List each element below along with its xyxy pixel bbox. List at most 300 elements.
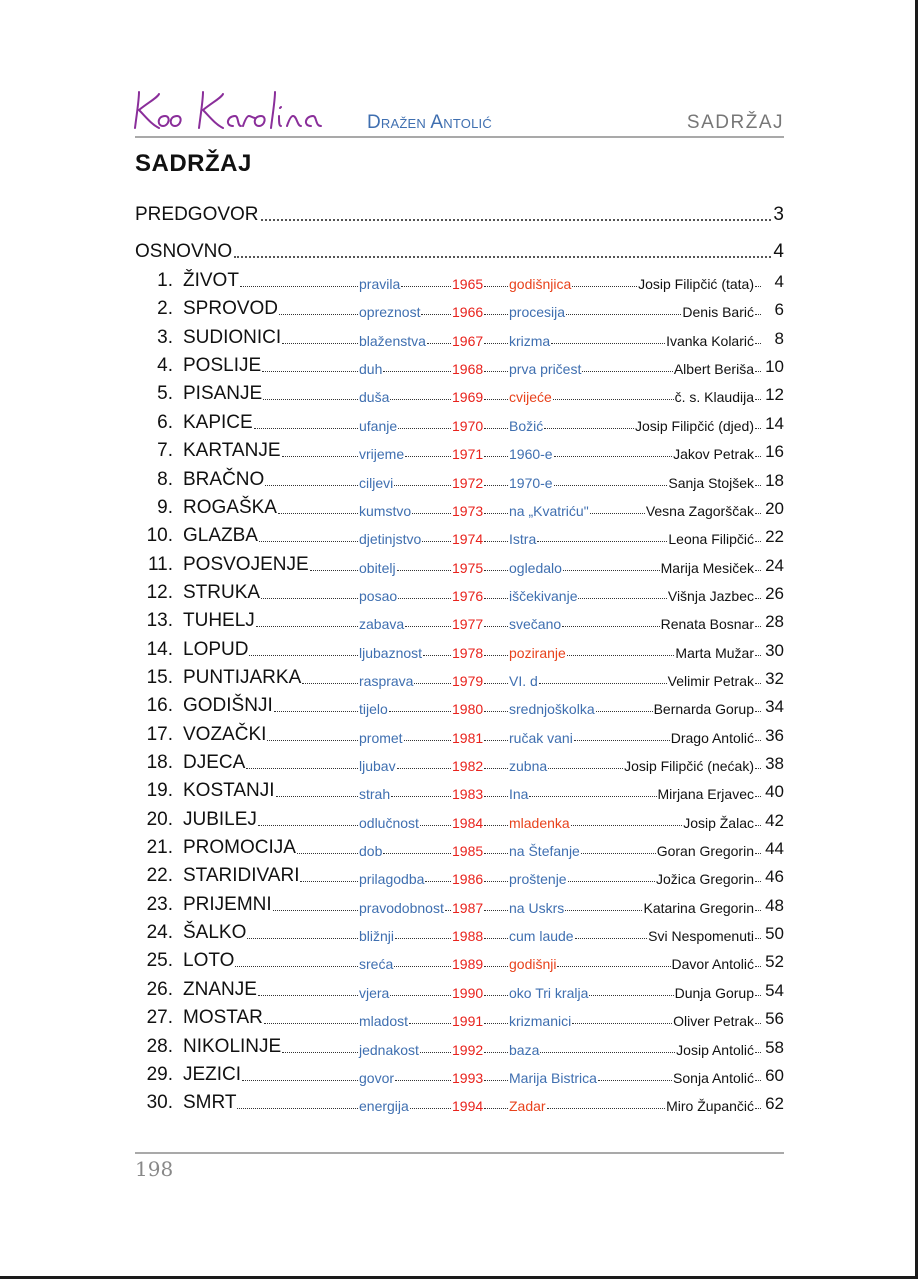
chapter-page: 4 xyxy=(774,272,784,291)
chapter-title: DJECA xyxy=(183,752,246,773)
chapter-title: GLAZBA xyxy=(183,525,258,547)
leader-dots xyxy=(390,995,451,996)
chapter-page: 26 xyxy=(765,583,784,603)
chapter-title: PRIJEMNI xyxy=(183,893,272,915)
toc-row[interactable] xyxy=(135,554,784,576)
toc-row[interactable] xyxy=(135,780,784,802)
chapter-title: SMRT xyxy=(183,1092,237,1114)
chapter-number: 20. xyxy=(146,808,173,830)
leader-dots xyxy=(755,598,761,599)
chapter-topic: svečano xyxy=(509,616,562,633)
chapter-page: 48 xyxy=(765,895,784,915)
toc-row[interactable] xyxy=(135,469,784,491)
leader-dots xyxy=(572,286,637,287)
chapter-page: 56 xyxy=(765,1009,784,1029)
chapter-year: 1992 xyxy=(452,1041,484,1058)
leader-dots xyxy=(258,825,358,826)
leader-dots xyxy=(256,626,358,627)
leader-dots xyxy=(421,314,451,315)
chapter-number: 30. xyxy=(146,1092,173,1114)
chapter-person: č. s. Klaudija xyxy=(674,389,754,406)
leader-dots xyxy=(529,796,656,797)
toc-row[interactable] xyxy=(135,327,784,349)
chapter-person: Svi Nespomenuti xyxy=(648,928,754,945)
leader-dots xyxy=(235,966,358,967)
leader-dots xyxy=(427,343,451,344)
chapter-person: Oliver Petrak xyxy=(673,1013,754,1030)
leader-dots xyxy=(484,513,508,514)
chapter-topic: na „Kvatriću" xyxy=(509,502,589,519)
leader-dots xyxy=(755,1108,761,1109)
chapter-keyword: posao xyxy=(359,587,398,604)
chapter-title: MOSTAR xyxy=(183,1007,263,1029)
toc-row[interactable] xyxy=(135,894,784,916)
leader-dots xyxy=(389,711,451,712)
toc-row[interactable] xyxy=(135,582,784,604)
chapter-keyword: sreća xyxy=(359,956,394,973)
chapter-number: 16. xyxy=(146,695,173,717)
chapter-keyword: obitelj xyxy=(359,559,396,576)
chapter-title: VOZAČKI xyxy=(183,723,267,745)
chapter-keyword: ciljevi xyxy=(359,474,394,491)
toc-row[interactable] xyxy=(135,1036,784,1058)
chapter-person: Goran Gregorin xyxy=(656,843,754,859)
leader-dots xyxy=(258,995,358,996)
chapter-page: 24 xyxy=(765,555,784,575)
book-author: Dražen Antolić xyxy=(367,112,492,133)
chapter-year: 1981 xyxy=(452,729,484,746)
chapter-title: PROMOCIJA xyxy=(183,837,296,858)
toc-row[interactable] xyxy=(135,724,784,746)
toc-entry-predgovor[interactable] xyxy=(135,202,784,226)
leader-dots xyxy=(484,541,508,542)
leader-dots xyxy=(282,343,358,344)
chapter-page: 42 xyxy=(765,810,784,830)
chapter-page: 46 xyxy=(765,867,784,887)
chapter-year: 1982 xyxy=(452,758,484,774)
toc-entry-page: 4 xyxy=(773,241,784,262)
chapter-title: JEZICI xyxy=(183,1063,242,1085)
leader-dots xyxy=(484,626,508,627)
chapter-page: 12 xyxy=(765,385,784,405)
chapter-title: TUHELJ xyxy=(183,610,255,632)
leader-dots xyxy=(267,740,358,741)
chapter-number: 14. xyxy=(146,638,173,660)
chapter-keyword: opreznost xyxy=(359,304,421,321)
leader-dots xyxy=(557,966,670,967)
chapter-topic: godišnjica xyxy=(509,276,572,292)
chapter-page: 32 xyxy=(765,668,784,688)
toc-row[interactable] xyxy=(135,383,784,405)
leader-dots xyxy=(755,399,761,400)
leader-dots xyxy=(567,655,675,656)
chapter-page: 34 xyxy=(765,697,784,717)
leader-dots xyxy=(401,286,451,287)
toc-row[interactable] xyxy=(135,922,784,944)
chapter-title: GODIŠNJI xyxy=(183,695,273,717)
chapter-year: 1971 xyxy=(452,446,484,463)
leader-dots xyxy=(755,1052,761,1053)
leader-dots xyxy=(484,683,508,684)
chapter-year: 1976 xyxy=(452,587,484,604)
toc-row[interactable] xyxy=(135,837,784,859)
toc-row[interactable] xyxy=(135,270,784,292)
chapter-topic: baza xyxy=(509,1041,540,1058)
leader-dots xyxy=(755,314,761,315)
chapter-keyword: energija xyxy=(359,1098,409,1115)
chapter-keyword: ljubav xyxy=(359,758,396,774)
leader-dots xyxy=(394,966,451,967)
toc-row[interactable] xyxy=(135,298,784,320)
leader-dots xyxy=(755,683,761,684)
chapter-person: Josip Žalac xyxy=(683,814,754,831)
leader-dots xyxy=(598,1080,672,1081)
chapter-keyword: mladost xyxy=(359,1013,409,1030)
chapter-topic: Božić xyxy=(509,417,544,434)
chapter-topic: poziranje xyxy=(509,644,566,661)
leader-dots xyxy=(484,399,508,400)
chapter-keyword: duh xyxy=(359,361,383,378)
leader-dots xyxy=(484,1052,508,1053)
leader-dots xyxy=(484,881,508,882)
chapter-year: 1966 xyxy=(452,304,484,321)
chapter-number: 28. xyxy=(146,1035,173,1057)
chapter-topic: Ina xyxy=(509,786,529,803)
toc-row[interactable] xyxy=(135,1007,784,1029)
page-number: 198 xyxy=(135,1157,174,1181)
leader-dots xyxy=(395,1080,451,1081)
chapter-page: 14 xyxy=(765,413,784,433)
leader-dots xyxy=(484,1080,508,1081)
leader-dots xyxy=(581,853,656,854)
chapter-year: 1973 xyxy=(452,502,484,519)
leader-dots xyxy=(484,768,508,769)
chapter-topic: oko Tri kralja xyxy=(509,984,589,1001)
leader-dots xyxy=(398,598,451,599)
toc-row[interactable] xyxy=(135,1064,784,1086)
leader-dots xyxy=(234,256,771,258)
chapter-year: 1988 xyxy=(452,928,484,945)
chapter-topic: zubna xyxy=(509,758,548,774)
toc-entry-label: OSNOVNO xyxy=(135,241,233,262)
leader-dots xyxy=(394,485,451,486)
chapter-keyword: bližnji xyxy=(359,928,395,945)
footer-rule xyxy=(135,1152,784,1154)
leader-dots xyxy=(566,314,681,315)
toc-row[interactable] xyxy=(135,865,784,887)
leader-dots xyxy=(405,456,451,457)
chapter-person: Ivanka Kolarić xyxy=(666,332,754,349)
chapter-person: Josip Antolić xyxy=(676,1041,754,1058)
chapter-person: Marta Mužar xyxy=(675,644,754,661)
chapter-year: 1975 xyxy=(452,559,484,576)
chapter-title: SPROVOD xyxy=(183,298,279,320)
leader-dots xyxy=(574,740,670,741)
leader-dots xyxy=(484,343,508,344)
leader-dots xyxy=(484,966,508,967)
toc-row[interactable] xyxy=(135,525,784,547)
leader-dots xyxy=(755,1080,761,1081)
chapter-person: Josip Filipčić (nećak) xyxy=(624,758,754,774)
chapter-keyword: ljubaznost xyxy=(359,644,423,661)
leader-dots xyxy=(539,683,667,684)
leader-dots xyxy=(755,740,761,741)
leader-dots xyxy=(484,1023,508,1024)
leader-dots xyxy=(391,796,451,797)
leader-dots xyxy=(409,1023,451,1024)
chapter-title: LOTO xyxy=(183,950,235,972)
leader-dots xyxy=(405,626,451,627)
chapter-title: POSVOJENJE xyxy=(183,553,309,575)
chapter-page: 18 xyxy=(765,470,784,490)
leader-dots xyxy=(554,456,672,457)
leader-dots xyxy=(282,456,359,457)
chapter-person: Leona Filipčić xyxy=(668,531,754,548)
leader-dots xyxy=(484,910,508,911)
page-title: SADRŽAJ xyxy=(135,150,252,177)
leader-dots xyxy=(755,995,761,996)
leader-dots xyxy=(263,399,358,400)
toc-entry-osnovno[interactable] xyxy=(135,239,784,263)
chapter-page: 58 xyxy=(765,1037,784,1057)
chapter-page: 16 xyxy=(765,442,784,462)
toc-row[interactable] xyxy=(135,752,784,774)
leader-dots xyxy=(755,371,761,372)
chapter-topic: na Štefanje xyxy=(509,843,580,859)
leader-dots xyxy=(240,286,358,287)
leader-dots xyxy=(755,711,761,712)
leader-dots xyxy=(383,853,451,854)
leader-dots xyxy=(278,513,358,514)
chapter-keyword: zabava xyxy=(359,616,405,633)
leader-dots xyxy=(246,768,358,769)
chapter-number: 21. xyxy=(146,837,173,858)
leader-dots xyxy=(484,485,508,486)
leader-dots xyxy=(755,768,761,769)
chapter-year: 1983 xyxy=(452,786,484,803)
toc-page xyxy=(135,0,784,1280)
leader-dots xyxy=(300,881,358,882)
chapter-year: 1967 xyxy=(452,332,484,349)
chapter-year: 1968 xyxy=(452,361,484,378)
toc-row[interactable] xyxy=(135,950,784,972)
toc-row[interactable] xyxy=(135,695,784,717)
chapter-title: ŽIVOT xyxy=(183,270,239,291)
chapter-number: 10. xyxy=(146,525,173,547)
leader-dots xyxy=(398,428,451,429)
toc-row[interactable] xyxy=(135,610,784,632)
chapter-title: PISANJE xyxy=(183,383,263,405)
chapter-topic: godišnji xyxy=(509,956,557,973)
leader-dots xyxy=(484,711,508,712)
leader-dots xyxy=(548,768,623,769)
chapter-keyword: pravila xyxy=(359,276,401,292)
leader-dots xyxy=(547,1108,666,1109)
chapter-number: 22. xyxy=(146,865,173,887)
leader-dots xyxy=(390,399,451,400)
chapter-page: 50 xyxy=(765,924,784,944)
chapter-page: 44 xyxy=(765,839,784,858)
chapter-topic: ručak vani xyxy=(509,729,573,746)
leader-dots xyxy=(397,768,451,769)
toc-row[interactable] xyxy=(135,497,784,519)
leader-dots xyxy=(264,1023,358,1024)
chapter-year: 1990 xyxy=(452,984,484,1001)
chapter-keyword: rasprava xyxy=(359,672,414,689)
chapter-page: 62 xyxy=(765,1094,784,1114)
chapter-keyword: vrijeme xyxy=(359,446,405,463)
chapter-number: 9. xyxy=(157,496,173,518)
leader-dots xyxy=(242,1080,358,1081)
leader-dots xyxy=(265,485,358,486)
chapter-person: Marija Mesiček xyxy=(660,559,754,576)
leader-dots xyxy=(397,570,451,571)
header-rule xyxy=(135,136,784,138)
leader-dots xyxy=(310,570,358,571)
leader-dots xyxy=(755,343,761,344)
chapter-person: Josip Filipčić (tata) xyxy=(638,276,754,292)
leader-dots xyxy=(755,1023,761,1024)
leader-dots xyxy=(420,825,451,826)
chapter-topic: iščekivanje xyxy=(509,587,578,604)
chapter-keyword: duša xyxy=(359,389,390,406)
leader-dots xyxy=(484,314,508,315)
chapter-topic: krizma xyxy=(509,332,551,349)
chapter-number: 19. xyxy=(146,780,173,802)
chapter-title: STARIDIVARI xyxy=(183,865,300,887)
chapter-number: 7. xyxy=(157,440,173,462)
chapter-page: 40 xyxy=(765,782,784,802)
chapter-topic: proštenje xyxy=(509,871,567,888)
leader-dots xyxy=(755,825,761,826)
chapter-person: Miro Župančić xyxy=(666,1098,754,1115)
chapter-year: 1977 xyxy=(452,616,484,633)
chapter-number: 29. xyxy=(146,1063,173,1085)
chapter-keyword: kumstvo xyxy=(359,502,412,519)
leader-dots xyxy=(259,541,358,542)
chapter-topic: Marija Bistrica xyxy=(509,1069,597,1086)
chapter-topic: 1970-e xyxy=(509,474,553,491)
chapter-number: 12. xyxy=(146,581,173,603)
chapter-page: 28 xyxy=(765,612,784,632)
leader-dots xyxy=(755,513,761,514)
leader-dots xyxy=(484,740,508,741)
leader-dots xyxy=(237,1108,358,1109)
leader-dots xyxy=(410,1108,451,1109)
chapter-page: 20 xyxy=(765,498,784,518)
chapter-person: Drago Antolić xyxy=(670,729,754,746)
chapter-person: Sanja Stojšek xyxy=(668,474,754,491)
toc-entry-page: 3 xyxy=(773,204,784,225)
toc-row[interactable] xyxy=(135,809,784,831)
chapter-keyword: blaženstva xyxy=(359,332,426,349)
chapter-title: JUBILEJ xyxy=(183,808,257,830)
leader-dots xyxy=(589,995,673,996)
leader-dots xyxy=(249,655,358,656)
chapter-person: Dunja Gorup xyxy=(674,984,754,1001)
chapter-page: 8 xyxy=(774,328,784,348)
leader-dots xyxy=(755,286,761,287)
leader-dots xyxy=(261,219,772,221)
chapter-keyword: odlučnost xyxy=(359,814,419,831)
chapter-year: 1994 xyxy=(452,1098,484,1115)
toc-row[interactable] xyxy=(135,639,784,661)
chapter-year: 1978 xyxy=(452,644,484,661)
leader-dots xyxy=(279,314,358,315)
chapter-number: 18. xyxy=(146,752,173,773)
toc-row[interactable] xyxy=(135,355,784,377)
chapter-person: Jožica Gregorin xyxy=(655,871,754,888)
leader-dots xyxy=(484,825,508,826)
chapter-title: KOSTANJI xyxy=(183,780,275,802)
chapter-topic: Zadar xyxy=(509,1098,546,1115)
toc-row[interactable] xyxy=(135,979,784,1001)
leader-dots xyxy=(755,626,761,627)
leader-dots xyxy=(590,513,645,514)
toc-row[interactable] xyxy=(135,412,784,434)
leader-dots xyxy=(582,371,672,372)
chapter-number: 26. xyxy=(146,978,173,1000)
chapter-keyword: djetinjstvo xyxy=(359,531,422,548)
leader-dots xyxy=(484,655,508,656)
chapter-title: ŠALKO xyxy=(183,922,247,944)
chapter-topic: mladenka xyxy=(509,814,570,831)
leader-dots xyxy=(484,853,508,854)
toc-row[interactable] xyxy=(135,1092,784,1114)
chapter-topic: na Uskrs xyxy=(509,899,565,916)
leader-dots xyxy=(755,796,761,797)
chapter-topic: prva pričest xyxy=(509,361,582,378)
leader-dots xyxy=(568,881,655,882)
chapter-year: 1980 xyxy=(452,701,484,718)
leader-dots xyxy=(563,570,660,571)
chapter-number: 4. xyxy=(157,355,173,377)
leader-dots xyxy=(484,428,508,429)
chapter-topic: cvijeće xyxy=(509,389,552,406)
leader-dots xyxy=(423,655,451,656)
chapter-title: KAPICE xyxy=(183,411,253,433)
chapter-year: 1987 xyxy=(452,899,484,916)
leader-dots xyxy=(571,825,682,826)
chapter-number: 23. xyxy=(146,893,173,915)
leader-dots xyxy=(420,1052,451,1053)
chapter-topic: procesija xyxy=(509,304,566,321)
leader-dots xyxy=(261,598,358,599)
leader-dots xyxy=(755,853,761,854)
chapter-page: 22 xyxy=(765,527,784,547)
chapter-keyword: pravodobnost xyxy=(359,899,444,916)
leader-dots xyxy=(565,910,642,911)
leader-dots xyxy=(572,1023,672,1024)
chapter-keyword: promet xyxy=(359,729,403,746)
chapter-person: Albert Beriša xyxy=(673,361,754,378)
chapter-title: KARTANJE xyxy=(183,440,281,462)
toc-entry-label: PREDGOVOR xyxy=(135,204,259,225)
chapter-year: 1989 xyxy=(452,956,484,973)
chapter-title: SUDIONICI xyxy=(183,326,282,348)
leader-dots xyxy=(484,938,508,939)
leader-dots xyxy=(425,881,451,882)
chapter-year: 1969 xyxy=(452,389,484,406)
toc-row[interactable] xyxy=(135,667,784,689)
leader-dots xyxy=(484,456,508,457)
leader-dots xyxy=(755,910,761,911)
leader-dots xyxy=(755,881,761,882)
leader-dots xyxy=(445,910,451,911)
leader-dots xyxy=(276,796,359,797)
toc-row[interactable] xyxy=(135,440,784,462)
chapter-page: 6 xyxy=(774,300,784,320)
